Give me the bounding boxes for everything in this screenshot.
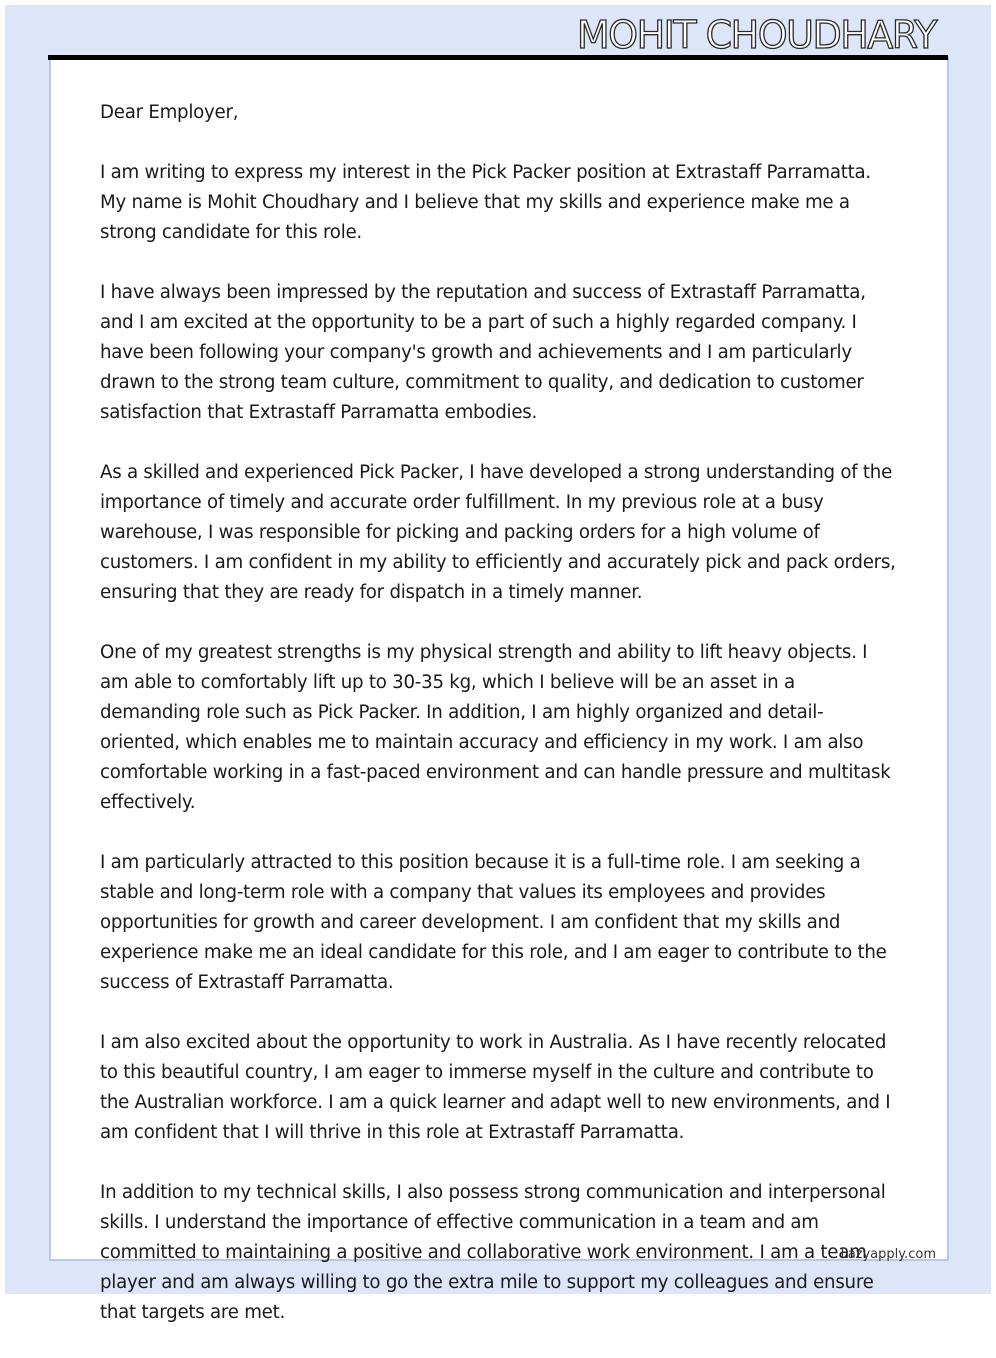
paragraph-skills: In addition to my technical skills, I also possess strong communication and interpersonal skills. I understand the importance of effective communication in a team and am committed to maintaining a positive and collaborative work environment. I am a team player and am always willing to go the extra mile to support my colleagues and ensure that targets are met. [100, 1182, 886, 1323]
cover-letter-body [100, 98, 896, 1358]
applicant-name: MOHIT CHOUDHARY [576, 13, 936, 57]
paragraph-experience: As a skilled and experienced Pick Packer, I have developed a strong understanding of the importance of timely and accurate order fulfillment. In my previous role at a busy warehouse, I was responsible for picking and packing orders for a high volume of customers. I am confident in my ability to efficiently and accurately pick and pack orders, ensuring that they are ready for dispatch in a timely manner. [100, 462, 896, 603]
paragraph-strengths: One of my greatest strengths is my physical strength and ability to lift heavy objects. I am able to comfortably lift up to 30-35 kg, which I believe will be an asset in a demanding role such as Pick Packer. In addition, I am highly organized and detail-oriented, which enables me to maintain accuracy and efficiency in my work. I am also comfortable working in a fast-paced environment and can handle pressure and multitask effectively. [100, 642, 891, 813]
watermark: Lazyapply.com [840, 1247, 936, 1262]
paragraph-company: I have always been impressed by the reputation and success of Extrastaff Parramatta, and I am excited at the opportunity to be a part of such a highly regarded company. I have been following your company's growth and achievements and I am particularly drawn to the strong team culture, commitment to quality, and dedication to customer satisfaction that Extrastaff Parramatta embodies. [100, 282, 866, 423]
salutation: Dear Employer, [100, 102, 239, 123]
paragraph-australia: I am also excited about the opportunity to work in Australia. As I have recently relocated to this beautiful country, I am eager to immerse myself in the culture and contribute to the Australian workforce. I am a quick learner and adapt well to new environments, and I am confident that I will thrive in this role at Extrastaff Parramatta. [100, 1032, 891, 1143]
paragraph-intro: I am writing to express my interest in the Pick Packer position at Extrastaff Parramatta. My name is Mohit Choudhary and I believe that my skills and experience make me a strong candidate for this role. [100, 162, 871, 243]
paragraph-position: I am particularly attracted to this position because it is a full-time role. I am seeking a stable and long-term role with a company that values its employees and provides opportunities for growth and career development. I am confident that my skills and experience make me an ideal candidate for this role, and I am eager to contribute to the success of Extrastaff Parramatta. [100, 852, 887, 993]
